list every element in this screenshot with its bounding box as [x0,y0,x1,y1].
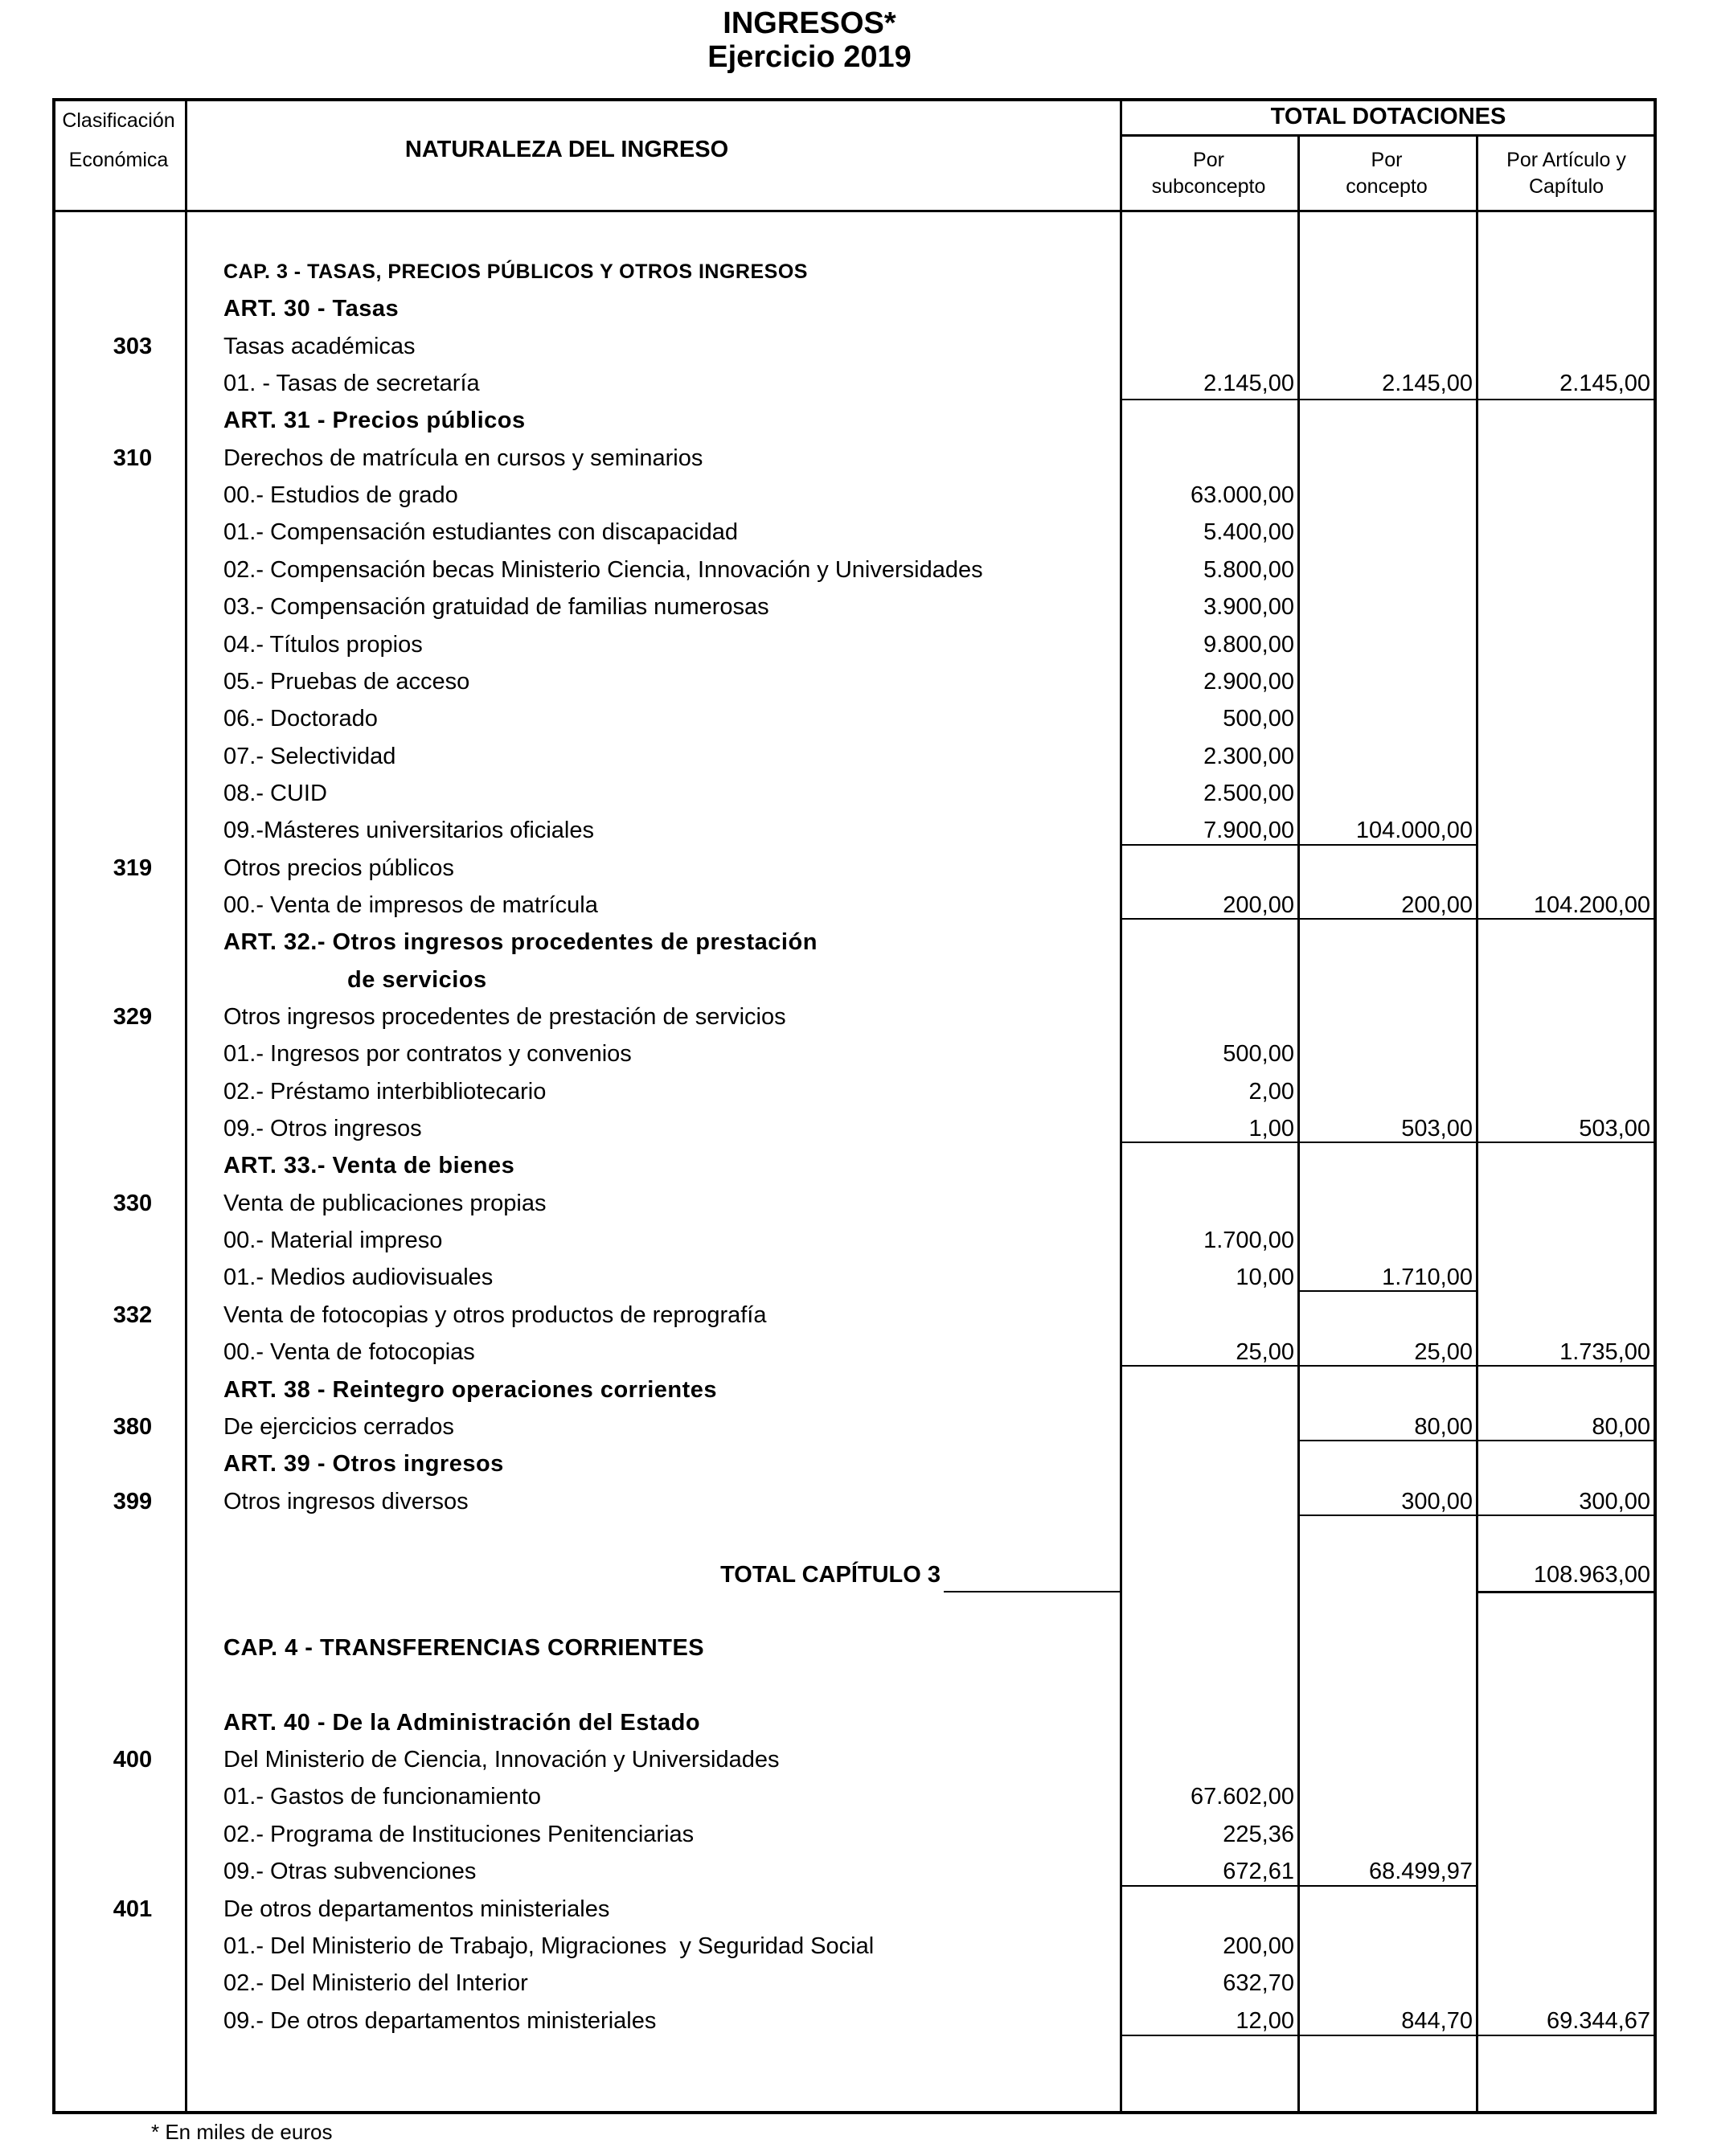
table-row [0,961,1709,998]
table-row [0,253,1709,290]
row-label: 00.- Venta de fotocopias [223,1339,475,1365]
table-row [0,1928,1709,1965]
value-articulo: 69.344,67 [1546,2008,1650,2034]
row-label: Otros ingresos diversos [223,1489,469,1515]
value-subconcepto: 2.145,00 [1203,371,1294,396]
header-por-concepto [1297,147,1476,200]
subtotal-rule [1120,844,1476,846]
value-articulo: 2.145,00 [1559,371,1650,396]
row-label: Venta de fotocopias y otros productos de reprografía [223,1302,767,1328]
row-label: ART. 38 - Reintegro operaciones corrientes [223,1377,718,1403]
footnote: * En miles de euros [151,2120,333,2144]
total-rule [1476,1591,1657,1593]
row-label: 08.- CUID [223,781,327,806]
value-concepto: 200,00 [1401,892,1473,918]
subtotal-rule [1120,1885,1476,1887]
table-row [0,850,1709,887]
value-subconcepto: 3.900,00 [1203,594,1294,620]
value-subconcepto: 9.800,00 [1203,632,1294,658]
value-subconcepto: 200,00 [1223,892,1294,918]
value-concepto: 844,70 [1401,2008,1473,2034]
header-naturaleza: NATURALEZA DEL INGRESO [404,137,729,162]
value-subconcepto: 63.000,00 [1190,482,1294,508]
row-label: ART. 30 - Tasas [223,296,400,322]
row-label: 00.- Venta de impresos de matrícula [223,892,598,918]
value-subconcepto: 2.500,00 [1203,781,1294,806]
value-subconcepto: 500,00 [1223,1041,1294,1067]
value-subconcepto: 200,00 [1223,1933,1294,1959]
header-economica: Económica [68,149,169,171]
table-row [0,775,1709,812]
value-subconcepto: 1,00 [1248,1116,1294,1142]
value-subconcepto: 632,70 [1223,1970,1294,1996]
row-label: 09.- Otros ingresos [223,1116,422,1142]
value-subconcepto: 2.900,00 [1203,669,1294,695]
header-clasificacion: Clasificación [62,109,175,132]
value-subconcepto: 25,00 [1236,1339,1294,1365]
row-code: 329 [113,1004,153,1030]
table-row [0,924,1709,961]
row-label: De otros departamentos ministeriales [223,1896,610,1922]
table-row [0,588,1709,625]
value-subconcepto: 1.700,00 [1203,1228,1294,1253]
row-label: ART. 31 - Precios públicos [223,408,526,433]
row-label: De ejercicios cerrados [223,1414,454,1440]
row-label: 01.- Gastos de funcionamiento [223,1784,541,1810]
table-row [0,440,1709,477]
row-label: CAP. 4 - TRANSFERENCIAS CORRIENTES [223,1635,705,1661]
value-subconcepto: 225,36 [1223,1822,1294,1847]
value-subconcepto: 67.602,00 [1190,1784,1294,1810]
table-row [0,663,1709,700]
row-label: 02.- Del Ministerio del Interior [223,1970,528,1996]
row-label: 02.- Compensación becas Ministerio Ciencia, Innovación y Universidades [223,557,983,583]
table-row [0,1741,1709,1778]
value-subconcepto: 5.400,00 [1203,519,1294,545]
row-label: Derechos de matrícula en cursos y seminarios [223,445,703,471]
row-label: Venta de publicaciones propias [223,1191,547,1216]
row-label: de servicios [223,967,487,993]
value-articulo: 503,00 [1579,1116,1650,1142]
table-row [0,1297,1709,1334]
row-label: CAP. 3 - TASAS, PRECIOS PÚBLICOS Y OTROS INGRESOS [223,260,808,283]
row-label: 01.- Medios audiovisuales [223,1264,494,1290]
row-label: 06.- Doctorado [223,706,378,732]
row-label: 00.- Material impreso [223,1228,443,1253]
value-articulo: 80,00 [1592,1414,1650,1440]
value-concepto: 1.710,00 [1382,1264,1473,1290]
row-label: 09.-Másteres universitarios oficiales [223,818,594,843]
row-code: 303 [113,334,153,359]
subtotal-rule [1120,918,1657,920]
table-row [0,1778,1709,1815]
value-concepto: 503,00 [1401,1116,1473,1142]
value-articulo: 104.200,00 [1533,892,1650,918]
row-label: Otros ingresos procedentes de prestación de servicios [223,1004,786,1030]
row-label: ART. 32.- Otros ingresos procedentes de prestación [223,929,818,955]
row-label: Otros precios públicos [223,855,454,881]
subtotal-rule [1297,1515,1657,1516]
table-row [0,1891,1709,1928]
row-code: 310 [113,445,153,471]
value-subconcepto: 5.800,00 [1203,557,1294,583]
row-label: 01.- Ingresos por contratos y convenios [223,1041,632,1067]
table-row [0,1445,1709,1482]
table-row [0,1704,1709,1741]
row-label: 01.- Del Ministerio de Trabajo, Migraciones y Seguridad Social [223,1933,875,1959]
row-label: 03.- Compensación gratuidad de familias numerosas [223,594,769,620]
row-code: 330 [113,1191,153,1216]
value-subconcepto: 2.300,00 [1203,744,1294,769]
row-label: 07.- Selectividad [223,744,396,769]
row-label: 09.- Otras subvenciones [223,1859,477,1884]
row-label: 04.- Títulos propios [223,632,423,658]
row-code: 380 [113,1414,153,1440]
value-concepto: 25,00 [1414,1339,1473,1365]
total-capitulo-3-value: 108.963,00 [1533,1562,1650,1588]
value-subconcepto: 12,00 [1236,2008,1294,2034]
table-row [0,700,1709,737]
value-subconcepto: 672,61 [1223,1859,1294,1884]
subtotal-rule [1297,1440,1657,1441]
header-text: Capítulo [1528,175,1604,198]
row-label: ART. 39 - Otros ingresos [223,1451,504,1477]
value-subconcepto: 10,00 [1236,1264,1294,1290]
row-label: 02.- Préstamo interbibliotecario [223,1079,547,1105]
table-row [0,1073,1709,1110]
value-concepto: 68.499,97 [1368,1859,1473,1884]
header-text: Por Artículo y [1506,149,1626,171]
value-concepto: 300,00 [1401,1489,1473,1515]
row-code: 401 [113,1896,153,1922]
table-row [0,626,1709,663]
table-row [0,998,1709,1035]
header-por-articulo-capitulo [1476,147,1657,200]
table-row [0,1965,1709,2002]
table-row [0,328,1709,365]
table-row [0,514,1709,551]
table-row [0,1629,1709,1666]
value-subconcepto: 500,00 [1223,706,1294,732]
table-row [0,1035,1709,1072]
subtotal-rule [1120,2035,1657,2036]
row-code: 319 [113,855,153,881]
page-subtitle: Ejercicio 2019 [707,40,912,74]
value-concepto: 80,00 [1414,1414,1473,1440]
row-code: 399 [113,1489,153,1515]
table-row [0,1371,1709,1408]
row-label: 02.- Programa de Instituciones Penitenciarias [223,1822,695,1847]
value-concepto: 2.145,00 [1382,371,1473,396]
value-subconcepto: 7.900,00 [1203,818,1294,843]
row-label: Del Ministerio de Ciencia, Innovación y Universidades [223,1747,780,1773]
table-row [0,402,1709,439]
value-articulo: 1.735,00 [1559,1339,1650,1365]
header-bottom-line [52,210,1657,212]
header-text: Por [1371,149,1403,171]
page-title: INGRESOS* [723,6,896,40]
table-row [0,1816,1709,1853]
header-text: Por [1193,149,1224,171]
header-text: concepto [1346,175,1428,198]
row-label: 01. - Tasas de secretaría [223,371,480,396]
row-code: 332 [113,1302,153,1328]
table-row [0,1147,1709,1184]
header-text: subconcepto [1151,175,1266,198]
row-code: 400 [113,1747,153,1773]
table-row [0,1222,1709,1259]
subtotal-rule [1297,1290,1476,1292]
total-underline [944,1591,1121,1592]
row-label: ART. 33.- Venta de bienes [223,1153,515,1178]
subtotal-rule [1120,399,1657,400]
table-row [0,477,1709,514]
table-row [0,738,1709,775]
value-concepto: 104.000,00 [1355,818,1473,843]
subtotal-rule [1120,1142,1657,1143]
subtotal-rule [1120,1365,1657,1367]
table-row [0,551,1709,588]
table-row [0,365,1709,402]
row-label: 01.- Compensación estudiantes con discapacidad [223,519,739,545]
header-divider [1120,134,1657,137]
row-label: 00.- Estudios de grado [223,482,458,508]
header-por-subconcepto [1120,147,1297,200]
value-subconcepto: 2,00 [1248,1079,1294,1105]
header-total-dotaciones: TOTAL DOTACIONES [1270,104,1506,129]
total-capitulo-3-label: TOTAL CAPÍTULO 3 [720,1562,941,1588]
row-label: 09.- De otros departamentos ministeriales [223,2008,657,2034]
row-label: ART. 40 - De la Administración del Estado [223,1710,701,1736]
row-label: Tasas académicas [223,334,416,359]
row-label: 05.- Pruebas de acceso [223,669,470,695]
value-articulo: 300,00 [1579,1489,1650,1515]
table-row [0,1185,1709,1222]
table-row [0,290,1709,327]
